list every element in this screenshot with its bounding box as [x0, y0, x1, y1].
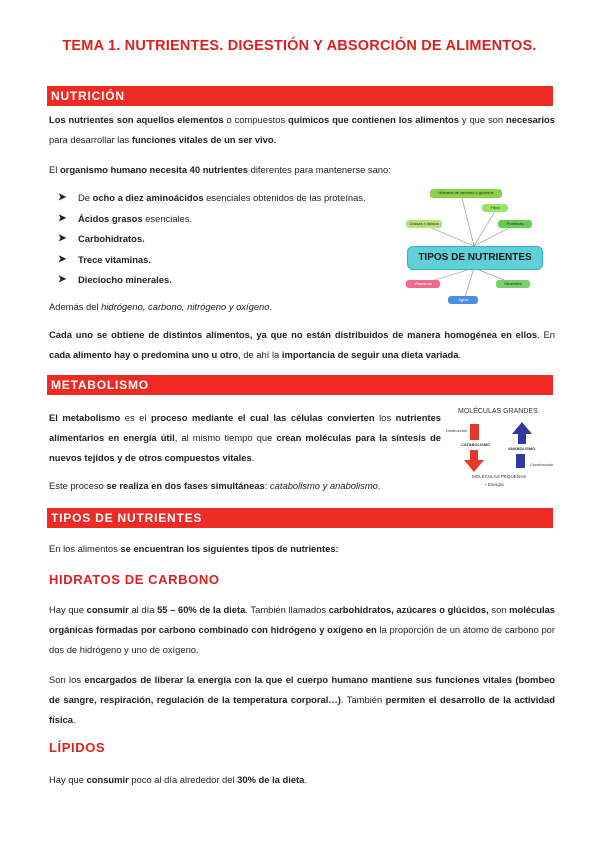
nutricion-paragraph-3: Además del hidrógeno, carbono, nitrógeno y oxígeno.	[49, 301, 273, 312]
heading-hidratos: HIDRATOS DE CARBONO	[49, 572, 220, 587]
lipidos-paragraph-1: Hay que consumir poco al día alrededor del 30% de la dieta.	[49, 774, 307, 785]
metabolism-diagram	[446, 406, 556, 496]
tipos-nutrientes-node: TIPOS DE NUTRIENTES	[407, 246, 543, 270]
anabolismo-label: ANABOLISMO	[508, 446, 536, 451]
list-item: ➤ Ácidos grasos esenciales.	[58, 209, 366, 230]
arrow-bullet-icon: ➤	[58, 253, 67, 265]
construccion-label: Construcción	[530, 462, 554, 467]
moleculas-pequenas-label: MOLÉCULAS PEQUEÑAS	[472, 474, 527, 479]
nutrient-types-diagram	[402, 186, 552, 308]
metabolismo-paragraph-2: Este proceso se realiza en dos fases simultáneas: catabolismo y anabolismo.	[49, 480, 381, 491]
energia-label: + Energía	[484, 482, 504, 487]
section-header-nutricion: NUTRICIÓN	[47, 86, 553, 106]
metabolismo-paragraph-1: El metabolismo es el proceso mediante el cual las células convierten los nutrientes alimentarios en energía útil, al mismo tiempo que crean moléculas para la síntesis de nuevos tejidos y de otros compuestos vitales.	[49, 412, 442, 463]
nutricion-paragraph-1: Los nutrientes son aquellos elementos o compuestos químicos que contienen los alimentos y que son necesarios para desarrollar las funciones vitales de un ser vivo.	[49, 114, 555, 145]
arrow-bullet-icon: ➤	[58, 274, 67, 285]
hidratos-paragraph-2: Son los encargados de liberar la energía con la que el cuerpo humano mantiene sus funciones vitales (bombeo de sangre, respiración, regulación de la temperatura corporal…). También permiten el desarrollo de la actividad física.	[49, 674, 556, 725]
catabolismo-label: CATABOLISMO	[461, 442, 491, 447]
vitaminas-node: Vitaminas	[406, 280, 440, 288]
list-item: ➤ De ocho a diez aminoácidos esenciales obtenidos de las proteínas.	[58, 188, 366, 209]
list-item: ➤ Trece vitaminas.	[58, 250, 366, 271]
grasas-node: Grasas o lípidos	[406, 220, 442, 228]
arrow-bullet-icon: ➤	[58, 212, 67, 224]
arrow-bullet-icon: ➤	[58, 233, 67, 244]
destruccion-label: Destrucción	[446, 428, 468, 433]
heading-lipidos: LÍPIDOS	[49, 740, 106, 755]
proteinas-node: Proteínas	[498, 220, 532, 228]
hidratos-paragraph-1: Hay que consumir al día 55 – 60% de la dieta. También llamados carbohidratos, azúcares o glúcidos, son moléculas orgánicas formadas por carbono combinado con hidrógeno y oxígeno en la proporción de un átomo de carbono por dos de hidrógeno y uno de oxígeno.	[49, 604, 555, 655]
minerales-node: Minerales	[496, 280, 530, 288]
tipos-intro: En los alimentos se encuentran los siguientes tipos de nutrientes:	[49, 543, 339, 554]
hidratos-node: Hidratos de carbono o glúcidos	[430, 189, 502, 198]
agua-node: Agua	[448, 296, 478, 304]
arrow-bullet-icon: ➤	[58, 192, 67, 203]
anabolism-arrow-bottom	[516, 454, 525, 468]
nutricion-paragraph-2: El organismo humano necesita 40 nutrientes diferentes para mantenerse sano:	[49, 164, 391, 175]
nutricion-paragraph-4: Cada uno se obtiene de distintos alimentos, ya que no están distribuidos de manera homogénea en ellos. En cada alimento hay o predomina uno u otro, de ahí la importancia de seguir una dieta variada.	[49, 329, 555, 360]
anabolism-arrow-icon	[512, 422, 532, 444]
section-header-metabolismo: METABOLISMO	[47, 375, 553, 395]
fibra-node: Fibra	[482, 204, 508, 212]
catabolism-arrow-top	[470, 424, 479, 440]
section-header-tipos: TIPOS DE NUTRIENTES	[47, 508, 553, 528]
list-item: ➤ Dieciocho minerales.	[58, 270, 366, 291]
catabolism-arrow-icon	[464, 450, 484, 472]
nutrient-list	[58, 188, 366, 291]
moleculas-grandes-label: MOLÉCULAS GRANDES	[458, 408, 538, 415]
page-title: TEMA 1. NUTRIENTES. DIGESTIÓN Y ABSORCIÓN DE ALIMENTOS.	[62, 38, 537, 54]
list-item: ➤ Carbohidratos.	[58, 229, 366, 250]
